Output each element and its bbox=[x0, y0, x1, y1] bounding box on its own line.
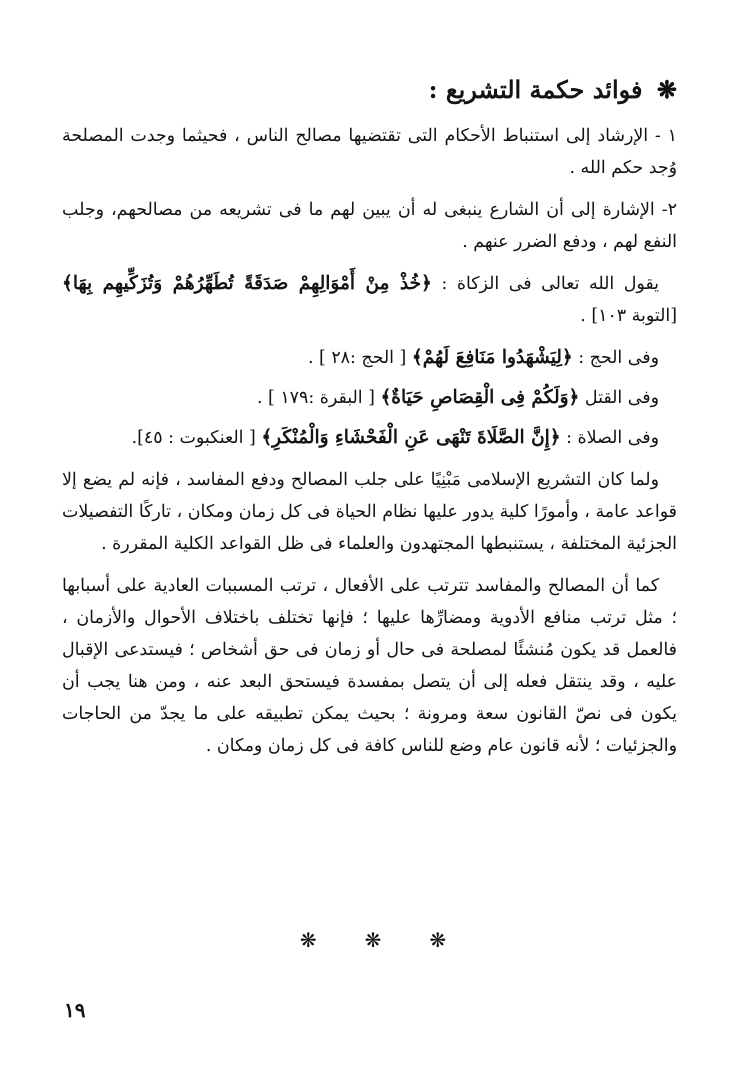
qatl-verse: ﴿وَلَكُمْ فِى الْقِصَاصِ حَيَاةٌ﴾ bbox=[380, 387, 580, 408]
zakat-verse: ﴿خُذْ مِنْ أَمْوَالِهِمْ صَدَقَةً تُطَهِّرُهُمْ وَتُزَكِّيهِم بِهَا﴾ bbox=[62, 273, 432, 294]
point-2: ٢- الإشارة إلى أن الشارع ينبغى له أن يبين لهم ما فى تشريعه من مصالحهم، وجلب النفع لهم ، ودفع الضرر عنهم . bbox=[62, 200, 677, 252]
paragraph-3: ولما كان التشريع الإسلامى مَبْنِيًا على جلب المصالح ودفع المفاسد ، فإنه لم يضع إلا قواعد عامة ، وأمورًا كلية يدور عليها نظام الحياة فى كل زمان ومكان ، تاركًا التفصيلات الجزئية المختلفة ، يستنبطها المجتهدون والعلماء فى ظل القواعد الكلية المقررة . bbox=[62, 470, 677, 554]
zakat-verse-paragraph bbox=[62, 268, 677, 332]
page-body bbox=[62, 70, 677, 772]
point-1: ١ - الإرشاد إلى استنباط الأحكام التى تقتضيها مصالح الناس ، فحيثما وجدت المصلحة وُجد حكم الله . bbox=[62, 126, 677, 178]
salah-verse-line bbox=[62, 422, 677, 454]
hajj-verse: ﴿لِيَشْهَدُوا مَنَافِعَ لَهُمْ﴾ bbox=[411, 347, 573, 368]
qatl-reference: [ البقرة :١٧٩ ] . bbox=[256, 388, 375, 408]
qatl-verse-line bbox=[62, 382, 677, 414]
salah-intro: وفى الصلاة : bbox=[566, 428, 659, 448]
salah-verse: ﴿إِنَّ الصَّلَاةَ تَنْهَى عَنِ الْفَحْشَاءِ وَالْمُنْكَرِ﴾ bbox=[261, 427, 561, 448]
flower-ornament-icon: ❋ bbox=[429, 928, 447, 952]
paragraph-4: كما أن المصالح والمفاسد تترتب على الأفعال ، ترتب المسببات العادية على أسبابها ؛ مثل ترتب منافع الأدوية ومضارِّها عليها ؛ فإنها تختلف باختلاف الأحوال والأزمان ، فالعمل قد يكون مُنشئًا لمصلحة فى حال أو زمان فى حق أشخاص ؛ فيستدعى الإقبال عليه ، وقد ينتقل فعله إلى أن يتصل بمفسدة فيستحق البعد عنه ، ومن هنا يجب أن يكون فى نصّ القانون سعة ومرونة ؛ بحيث يمكن تطبيقه على ما يجدّ من الحاجات والجزئيات ؛ لأنه قانون عام وضع للناس كافة فى كل زمان ومكان . bbox=[62, 576, 677, 756]
hajj-intro: وفى الحج : bbox=[578, 348, 659, 368]
section-heading bbox=[62, 70, 677, 110]
flower-ornament-icon: ❋ bbox=[656, 75, 677, 104]
hajj-reference: [ الحج :٢٨ ] . bbox=[307, 348, 407, 368]
zakat-intro: يقول الله تعالى فى الزكاة : bbox=[441, 274, 660, 294]
page-number: ١٩ bbox=[64, 998, 86, 1022]
section-divider bbox=[0, 928, 746, 958]
salah-reference: [ العنكبوت : ٤٥]. bbox=[131, 428, 256, 448]
flower-ornament-icon: ❋ bbox=[364, 928, 382, 952]
zakat-reference: [التوبة ١٠٣] . bbox=[580, 306, 677, 326]
heading-title: فوائد حكمة التشريع : bbox=[428, 75, 643, 104]
qatl-intro: وفى القتل bbox=[584, 388, 659, 408]
flower-ornament-icon: ❋ bbox=[299, 928, 317, 952]
hajj-verse-line bbox=[62, 342, 677, 374]
